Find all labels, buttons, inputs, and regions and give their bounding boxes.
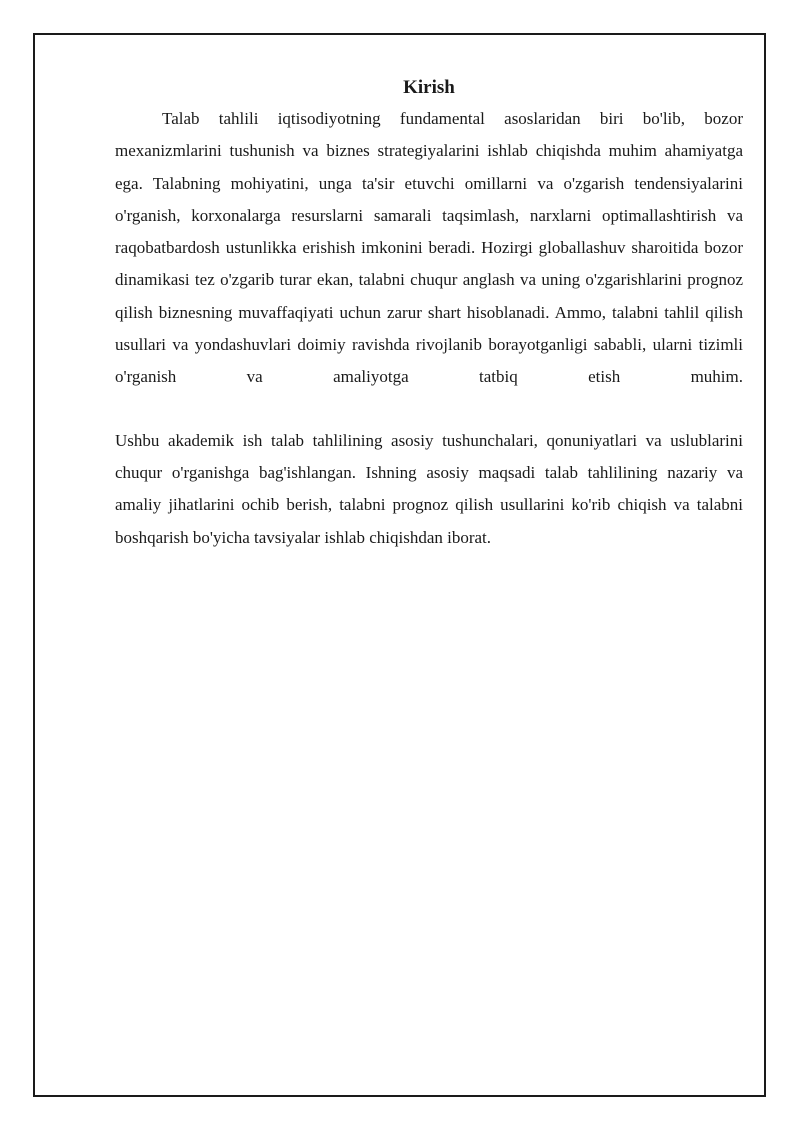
paragraph-purpose: Ushbu akademik ish talab tahlilining asosiy tushunchalari, qonuniyatlari va uslublarini chuqur o'rganishga bag'ishlangan. Ishning asosiy maqsadi talab tahlilining nazariy va amaliy jihatlarini ochib berish, talabni prognoz qilish usullarini ko'rib chiqish va talabni boshqarish bo'yicha tavsiyalar ishlab chiqishdan iborat. <box>115 430 743 547</box>
document-title: Kirish <box>403 77 455 98</box>
paragraph-intro: Talab tahlili iqtisodiyotning fundamental asoslaridan biri bo'lib, bozor mexanizmlarini tushunish va biznes strategiyalarini ishlab chiqishda muhim ahamiyatga ega. Talabning mohiyatini, unga ta'sir etuvchi omillarni va o'zgarish tendensiyalarini o'rganish, korxonalarga resurslarni samarali taqsimlash, narxlarni optimallashtirish va raqobatbardosh ustunlikka erishish imkonini beradi. Hozirgi globallashuv sharoitida bozor dinamikasi tez o'zgarib turar ekan, talabni chuqur anglash va uning o'zgarishlarini prognoz qilish biznesning muvaffaqiyati uchun zarur shart hisoblanadi. Ammo, talabni tahlil qilish usullari va yondashuvlari doimiy ravishda rivojlanib borayotganligi sababli, ularni tizimli o'rganish va amaliyotga tatbiq etish muhim. <box>115 109 743 387</box>
document-body <box>115 73 743 554</box>
